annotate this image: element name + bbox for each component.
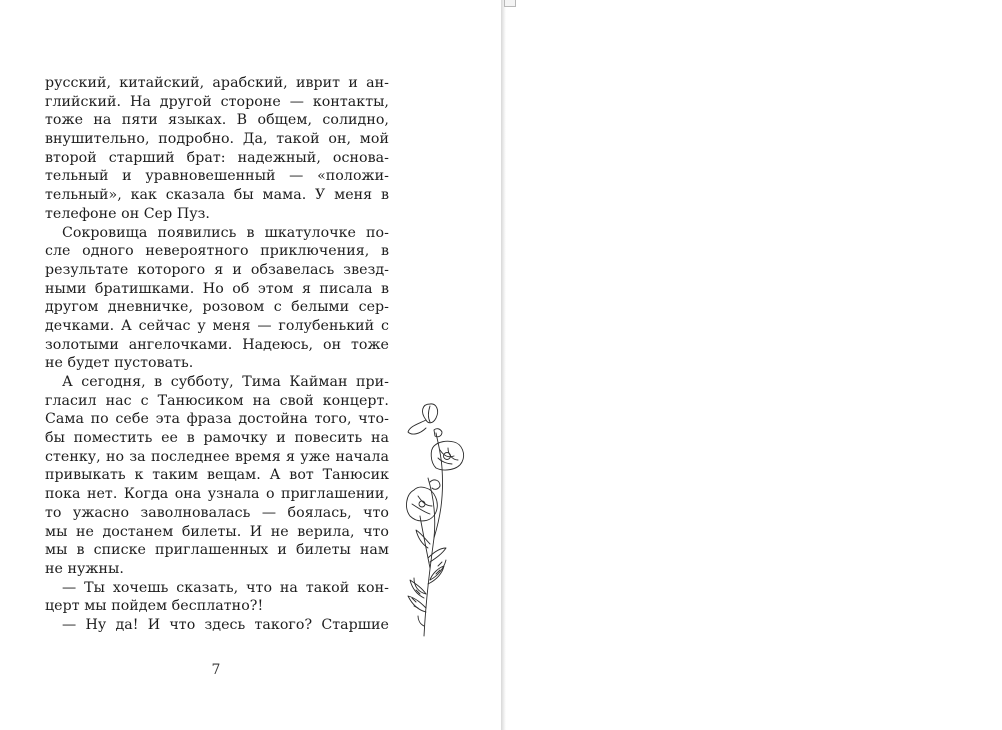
text-line: пока нет. Когда она узнала о приглашении, [45,486,389,503]
text-line: мы в списке приглашенных и билеты нам [45,542,389,559]
book-text [45,74,389,635]
broken-image-icon [504,0,516,7]
text-line: гласил нас с Танюсиком на свой концерт. [45,392,389,409]
text-line: тельный и уравновешенный — «положи- [45,168,389,185]
text-line: результате которого я и обзавелась звезд- [45,261,389,278]
text-line: мы не достанем билеты. И не верила, что [45,523,389,540]
text-line: церт мы пойдем бесплатно?! [45,598,264,615]
page-number: 7 [211,662,221,678]
text-line: тоже на пяти языках. В общем, солидно, [45,112,389,129]
text-line: — Ты хочешь сказать, что на такой кон- [62,579,389,596]
text-line: то ужасно заволновалась — боялась, что [45,504,389,521]
text-line: тельный», как сказала бы мама. У меня в [45,187,389,204]
text-line: телефоне он Сер Пуз. [45,205,210,222]
text-line: сле одного невероятного приключения, в [45,243,389,260]
text-line: не нужны. [45,560,124,577]
text-line: привыкать к таким вещам. А вот Танюсик [45,467,389,484]
text-line: другом дневничке, розовом с белыми сер- [45,299,389,316]
text-line: второй старший брат: надежный, основа- [45,149,389,166]
text-line: русский, китайский, арабский, иврит и ан- [45,75,389,91]
text-line: золотыми ангелочками. Надеюсь, он тоже [45,336,389,353]
poppy-flower-illustration [400,398,472,638]
text-line: Сокровища появились в шкатулочке по- [62,224,389,241]
text-line: бы поместить ее в рамочку и повесить на [45,430,389,447]
text-line: — Ну да! И что здесь такого? Старшие [62,616,389,633]
text-line: не будет пустовать. [45,355,194,372]
text-line: А сегодня, в субботу, Тима Кайман при- [62,374,389,390]
text-line: стенку, но за последнее время я уже начала [45,448,389,465]
text-line: глийский. На другой стороне — контакты, [45,93,389,110]
text-line: Сама по себе эта фраза достойна того, что- [45,411,389,428]
text-line: дечками. А сейчас у меня — голубенький с [45,317,389,334]
text-line: внушительно, подробно. Да, такой он, мой [45,131,389,148]
right-page-blank [506,0,1002,730]
text-line: ными братишками. Но об этом я писала в [45,280,389,297]
